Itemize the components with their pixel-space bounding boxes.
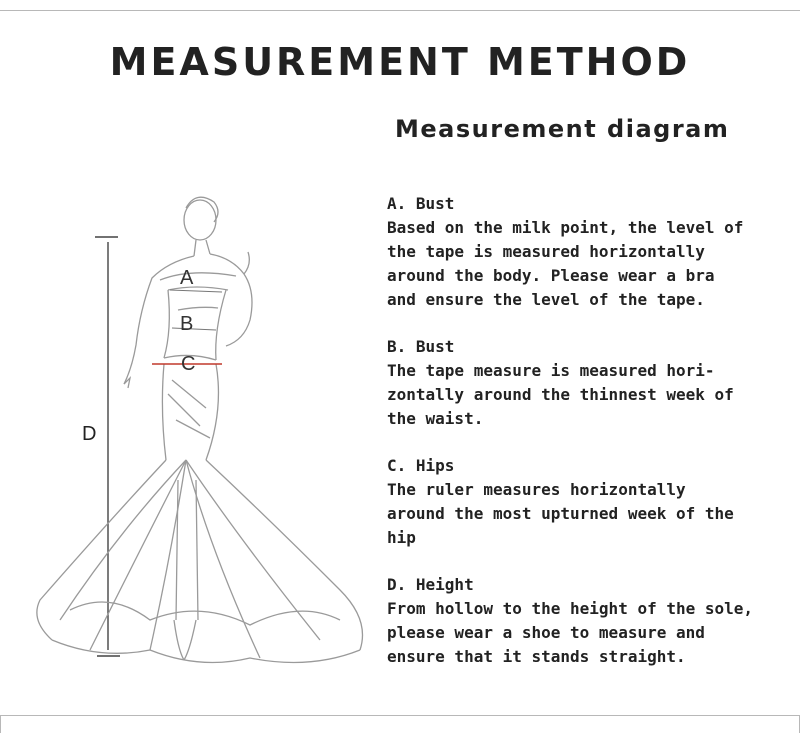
section-line: Based on the milk point, the level of <box>387 218 744 237</box>
section-title: C. Hips <box>387 456 455 475</box>
section-bust-a <box>387 192 797 312</box>
height-ruler <box>95 237 120 656</box>
section-hips <box>387 454 797 550</box>
measurement-instructions <box>387 192 797 692</box>
section-line: zontally around the thinnest week of <box>387 385 734 404</box>
top-divider <box>0 10 800 11</box>
page-title: MEASUREMENT METHOD <box>109 40 691 84</box>
label-b: B <box>180 313 194 335</box>
section-line: around the body. Please wear a bra <box>387 266 715 285</box>
section-line: hip <box>387 528 416 547</box>
label-d: D <box>82 423 97 445</box>
diagram-subtitle: Measurement diagram <box>395 115 730 143</box>
section-line: From hollow to the height of the sole, <box>387 599 754 618</box>
section-title: A. Bust <box>387 194 455 213</box>
label-a: A <box>180 267 194 289</box>
section-line: the tape is measured horizontally <box>387 242 705 261</box>
dress-sketch <box>0 180 390 680</box>
section-line: the waist. <box>387 409 484 428</box>
dress-figure-illustration <box>0 180 390 680</box>
section-line: and ensure the level of the tape. <box>387 290 705 309</box>
section-height <box>387 573 797 669</box>
hip-marker <box>152 353 222 375</box>
section-bust-b <box>387 335 797 431</box>
section-line: The ruler measures horizontally <box>387 480 686 499</box>
section-line: around the most upturned week of the <box>387 504 734 523</box>
section-title: D. Height <box>387 575 474 594</box>
section-line: ensure that it stands straight. <box>387 647 686 666</box>
section-title: B. Bust <box>387 337 455 356</box>
section-line: please wear a shoe to measure and <box>387 623 705 642</box>
section-line: The tape measure is measured hori- <box>387 361 715 380</box>
label-c: C <box>181 353 196 375</box>
bottom-divider <box>0 715 800 716</box>
bottom-frame-left <box>0 715 1 733</box>
waist-marker <box>172 313 216 335</box>
